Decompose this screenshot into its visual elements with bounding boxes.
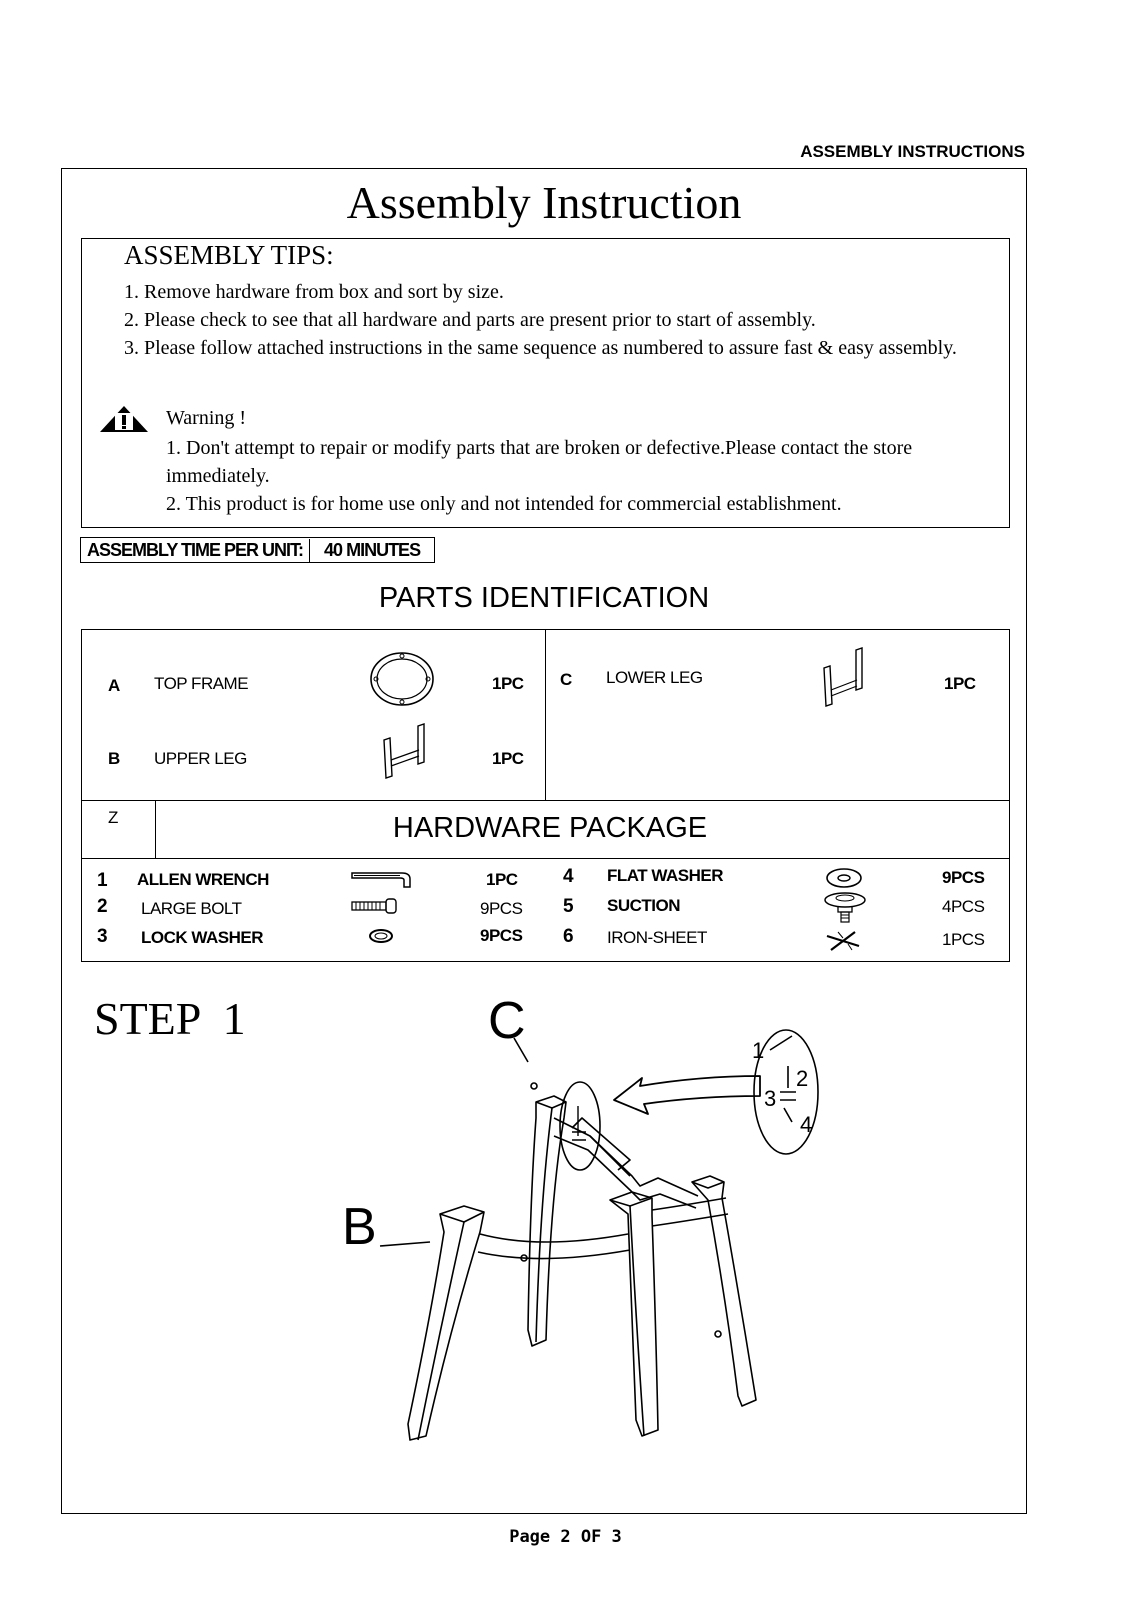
assembly-time-value: 40 MINUTES — [324, 539, 421, 560]
lower-leg-icon — [820, 646, 870, 708]
assembly-tips-heading: ASSEMBLY TIPS: — [124, 240, 334, 270]
hardware-package-heading: HARDWARE PACKAGE — [392, 812, 708, 844]
hardware-qty: 4PCS — [942, 897, 985, 916]
warning-item: 2. This product is for home use only and not intended for commercial establishment. — [166, 493, 842, 515]
parts-divider — [81, 858, 1010, 859]
iron-sheet-icon — [824, 928, 862, 954]
assembly-time-box — [80, 537, 435, 563]
hardware-name: LARGE BOLT — [141, 899, 242, 918]
header-label: ASSEMBLY INSTRUCTIONS — [800, 142, 1025, 161]
callout-c: C — [488, 1000, 526, 1050]
suction-icon — [822, 890, 868, 926]
warning-item: 1. Don't attempt to repair or modify parts that are broken or defective.Please contact the store immediately. — [166, 437, 913, 487]
upper-leg-icon — [380, 722, 432, 782]
part-qty: 1PC — [944, 674, 976, 693]
tip-item: 2. Please check to see that all hardware and parts are present prior to start of assembly. — [124, 309, 816, 331]
callout-b: B — [342, 1198, 377, 1256]
parts-divider — [545, 629, 546, 800]
parts-divider — [81, 800, 1010, 801]
callout-1: 1 — [752, 1038, 765, 1063]
callout-4: 4 — [800, 1112, 813, 1137]
hardware-num: 6 — [563, 926, 574, 947]
top-frame-icon — [368, 650, 436, 708]
flat-washer-icon — [824, 866, 864, 890]
part-name: UPPER LEG — [154, 749, 247, 768]
parts-identification-heading: PARTS IDENTIFICATION — [378, 582, 710, 614]
hardware-name: LOCK WASHER — [141, 928, 263, 947]
tip-item: 3. Please follow attached instructions in the same sequence as numbered to assure fast & easy assembly. — [124, 337, 957, 359]
part-qty: 1PC — [492, 749, 524, 768]
part-name: LOWER LEG — [606, 668, 703, 687]
part-qty: 1PC — [492, 674, 524, 693]
hardware-num: 3 — [97, 926, 108, 947]
hardware-qty: 1PCS — [942, 930, 985, 949]
step-1-diagram — [340, 1000, 880, 1480]
hardware-name: ALLEN WRENCH — [137, 870, 269, 889]
tip-item: 1. Remove hardware from box and sort by size. — [124, 281, 504, 303]
step-title: STEP 1 — [94, 993, 246, 1044]
bolt-icon — [350, 897, 400, 915]
hardware-name: IRON-SHEET — [607, 928, 707, 947]
allen-wrench-icon — [350, 867, 414, 889]
part-name: TOP FRAME — [154, 674, 249, 693]
hardware-num: 1 — [97, 870, 108, 891]
hardware-qty: 9PCS — [480, 899, 523, 918]
warning-label: Warning ! — [166, 407, 247, 429]
page-number: Page 2 OF 3 — [509, 1527, 622, 1547]
part-letter: A — [108, 676, 120, 695]
part-letter: B — [108, 749, 120, 768]
hardware-num: 2 — [97, 896, 108, 917]
callout-2: 2 — [796, 1066, 809, 1091]
hardware-letter: Z — [108, 808, 118, 827]
hardware-num: 5 — [563, 896, 574, 917]
assembly-time-label: ASSEMBLY TIME PER UNIT: — [81, 539, 310, 562]
part-letter: C — [560, 670, 572, 689]
callout-3: 3 — [764, 1086, 777, 1111]
hardware-name: SUCTION — [607, 896, 680, 915]
document-title: Assembly Instruction — [346, 177, 742, 228]
lock-washer-icon — [367, 926, 395, 946]
hardware-name: FLAT WASHER — [607, 866, 724, 885]
hardware-num: 4 — [563, 866, 574, 887]
hardware-qty: 9PCS — [480, 926, 523, 945]
warning-icon — [98, 404, 150, 434]
hardware-qty: 1PC — [486, 870, 518, 889]
hardware-qty: 9PCS — [942, 868, 985, 887]
